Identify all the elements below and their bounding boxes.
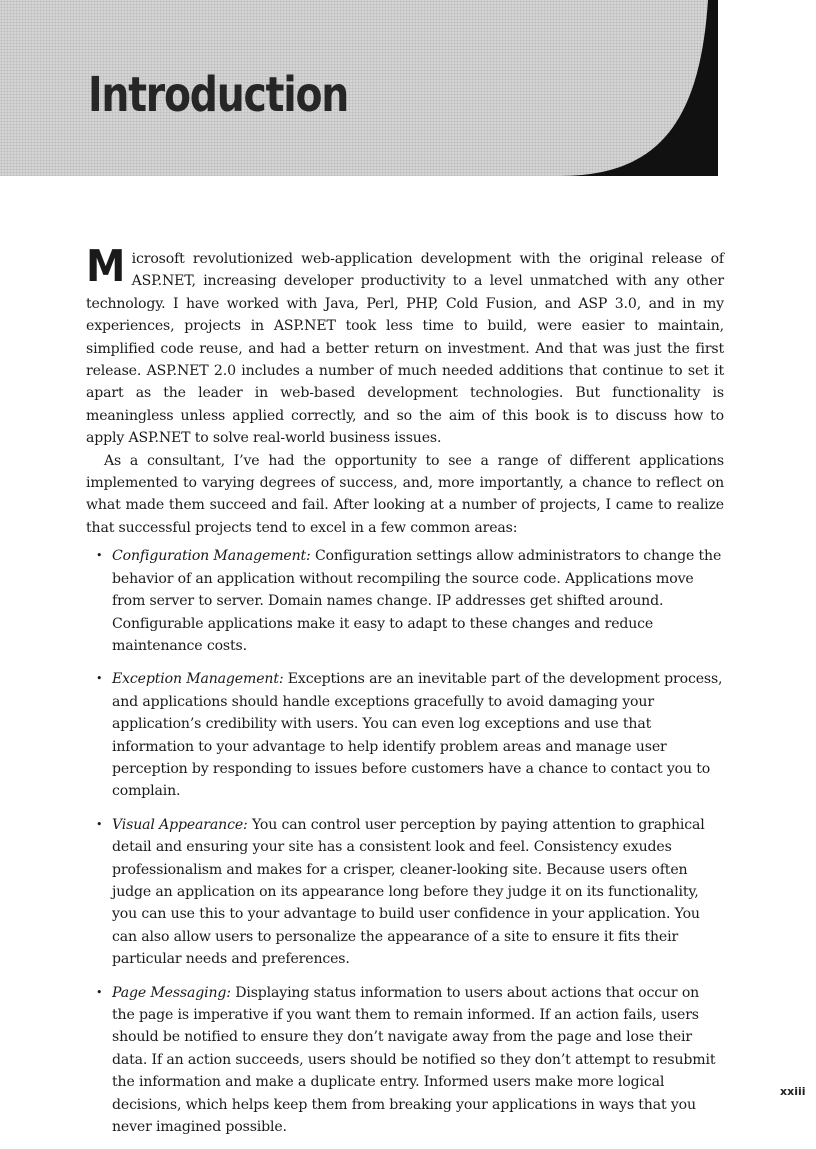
chapter-title: Introduction bbox=[88, 67, 349, 123]
body-text bbox=[86, 241, 724, 1149]
bullet-text: Configuration settings allow administrators to change the behavior of an application without recompiling the source code. Applications move from server to server. Domain names change. IP addresses get shifted around. Configurable applications make it easy to adapt to these changes and reduce maintenance costs. bbox=[112, 548, 722, 654]
bullet-dot-icon: • bbox=[96, 985, 103, 999]
bullet-term: Page Messaging: bbox=[112, 984, 231, 1001]
bullet-text: Exceptions are an inevitable part of the development process, and applications should handle exceptions gracefully to avoid damaging your application’s credibility with users. You can even log exceptions and use that information to your advantage to help identify problem areas and manage user perception by responding to issues before customers have a chance to contact you to complain. bbox=[112, 671, 723, 800]
success-areas-list bbox=[86, 545, 724, 1138]
bullet-term: Exception Management: bbox=[112, 671, 284, 688]
page-number: xxiii bbox=[780, 1085, 806, 1098]
bullet-dot-icon: • bbox=[96, 672, 103, 686]
intro-paragraph-1 bbox=[86, 241, 724, 450]
chapter-header-band bbox=[0, 0, 718, 176]
intro-paragraph-2: As a consultant, I’ve had the opportunity to see a range of different applications implemented to varying degrees of success, and, more importantly, a chance to reflect on what made them succeed and fail. After looking at a number of projects, I came to realize that successful projects tend to excel in a few common areas: bbox=[86, 452, 724, 536]
bullet-term: Configuration Management: bbox=[112, 548, 311, 565]
list-item bbox=[86, 668, 724, 802]
bullet-dot-icon: • bbox=[96, 549, 103, 563]
list-item bbox=[86, 545, 724, 657]
bullet-dot-icon: • bbox=[96, 817, 103, 831]
list-item bbox=[86, 982, 724, 1139]
drop-cap: M bbox=[86, 241, 126, 292]
bullet-text: You can control user perception by paying attention to graphical detail and ensuring your site has a consistent look and feel. Consistency exudes professionalism and makes for a crisper, cleaner-looking site. Because users often judge an application on its appearance long before they judge it on its functionality, you can use this to your advantage to build user confidence in your application. You can also allow users to personalize the appearance of a site to ensure it fits their particular needs and preferences. bbox=[112, 816, 705, 968]
list-item bbox=[86, 814, 724, 971]
intro-paragraph-1-text: icrosoft revolutionized web-application development with the original release of ASP.NET, increasing developer productivity to a level unmatched with any other technology. I have worked with Java, Perl, PHP, Cold Fusion, and ASP 3.0, and in my experiences, projects in ASP.NET took less time to build, were easier to maintain, simplified code reuse, and had a better return on investment. And that was just the first release. ASP.NET 2.0 includes a number of much needed additions that continue to set it apart as the leader in web-based development technologies. But functionality is meaningless unless applied correctly, and so the aim of this book is to discuss how to apply ASP.NET to solve real-world business issues. bbox=[86, 251, 724, 447]
bullet-term: Visual Appearance: bbox=[112, 816, 248, 833]
bullet-text: Displaying status information to users about actions that occur on the page is imperative if you want them to remain informed. If an action fails, users should be notified to ensure they don’t navigate away from the page and lose their data. If an action succeeds, users should be notified so they don’t attempt to resubmit the information and make a duplicate entry. Informed users make more logical decisions, which helps keep them from breaking your applications in ways that you never imagined possible. bbox=[112, 984, 716, 1136]
